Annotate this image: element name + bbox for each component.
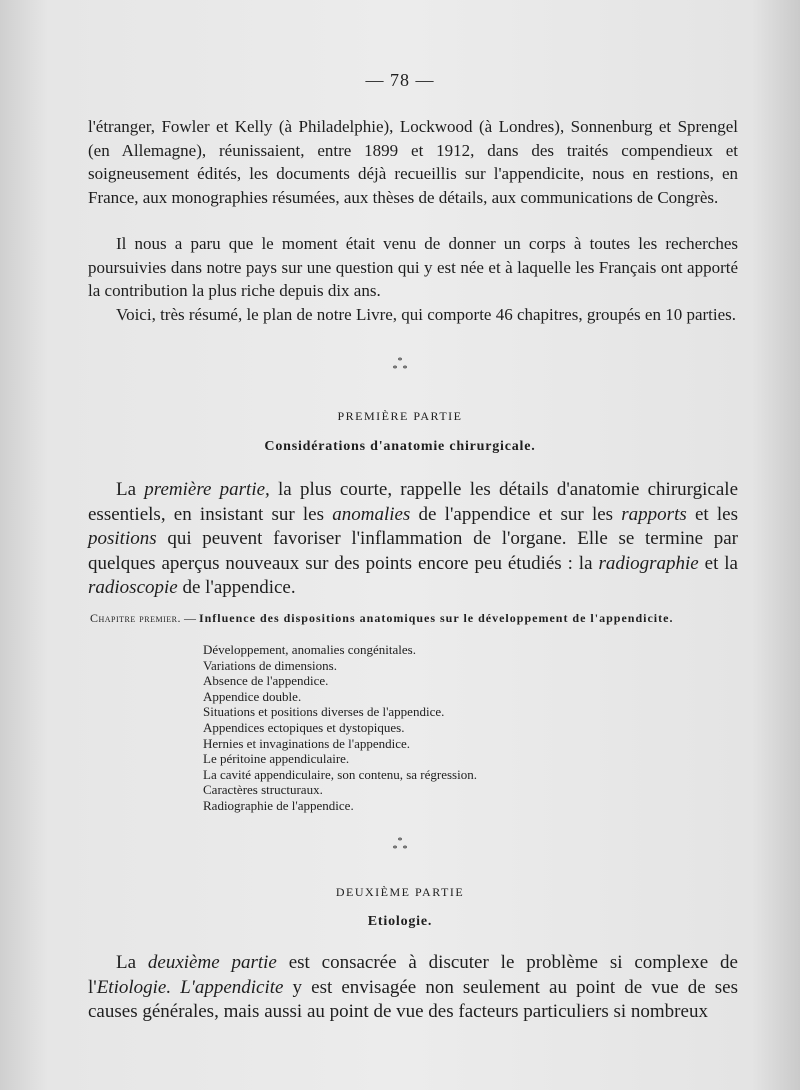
- list-item: Développement, anomalies congénitales.: [203, 642, 416, 657]
- list-item: Hernies et invaginations de l'appendice.: [203, 735, 411, 751]
- list-item: Le péritoine appendiculaire.: [203, 751, 350, 767]
- list-item: Appendices ectopiques et dystopiques.: [203, 719, 405, 735]
- list-item: Caractères structuraux.: [203, 782, 323, 798]
- chapter-heading: Influence des dispositions anatomiques sur le développement de l'appendicite.: [198, 611, 674, 625]
- intro-paragraph-1: l'étranger, Fowler et Kelly (à Philadelphie), Lockwood (à Londres), Sonnenburg et Sprengel (en Allemagne), réunissaient, entre 1899 et 1912, dans des traités compendieux et soigneusement édités, les documents déjà recueillis sur l'appendicite, nous en restions, en France, aux monographies résumées, aux thèses de détails, aux communications de Congrès.: [88, 117, 738, 207]
- part-two-description: La deuxième partie est consacrée à discuter le problème si complexe de l'Etiologie. L'appendicite y est envisagée non seulement au point de vue de ses causes générales, mais aussi au point de vue des facteurs particuliers si nombreux: [88, 952, 738, 1022]
- list-item: Radiographie de l'appendice.: [203, 797, 354, 813]
- intro-paragraph-3: Voici, très résumé, le plan de notre Livre, qui comporte 46 chapitres, groupés en 10 parties.: [116, 305, 737, 324]
- part-one-heading: PREMIÈRE PARTIE: [337, 409, 463, 423]
- part-one-subtitle: Considérations d'anatomie chirurgicale.: [264, 439, 536, 454]
- list-item: Absence de l'appendice.: [203, 673, 329, 689]
- list-item: La cavité appendiculaire, son contenu, sa régression.: [203, 766, 477, 782]
- part-two-subtitle: Etiologie.: [367, 914, 433, 929]
- section-separator-1: * * *: [392, 356, 408, 375]
- chapter-one-title: Chapitre premier. — Influence des dispositions anatomiques sur le développement de l'appendicite.: [90, 611, 674, 625]
- part-two-heading: DEUXIÈME PARTIE: [335, 885, 465, 899]
- chapter-topic-list: [203, 642, 477, 814]
- list-item: Situations et positions diverses de l'appendice.: [203, 704, 445, 720]
- intro-paragraph-2: Il nous a paru que le moment était venu de donner un corps à toutes les recherches poursuivies dans notre pays sur une question qui y est née et à laquelle les Français ont apporté la contribution la plus riche depuis dix ans.: [88, 234, 738, 300]
- list-item: Variations de dimensions.: [203, 657, 337, 673]
- chapter-label: Chapitre premier.: [90, 611, 181, 625]
- list-item: Appendice double.: [203, 688, 302, 704]
- section-separator-2: * * *: [392, 836, 408, 855]
- part-one-description: La première partie, la plus courte, rappelle les détails d'anatomie chirurgicale essentiels, en insistant sur les anomalies de l'appendice et sur les rapports et les positions qui peuvent favoriser l'inflammation de l'organe. Elle se termine par quelques aperçus nouveaux sur des points encore peu étudiés : la radiographie et la radioscopie de l'appendice.: [88, 479, 739, 598]
- page-number: — 78 —: [365, 70, 435, 90]
